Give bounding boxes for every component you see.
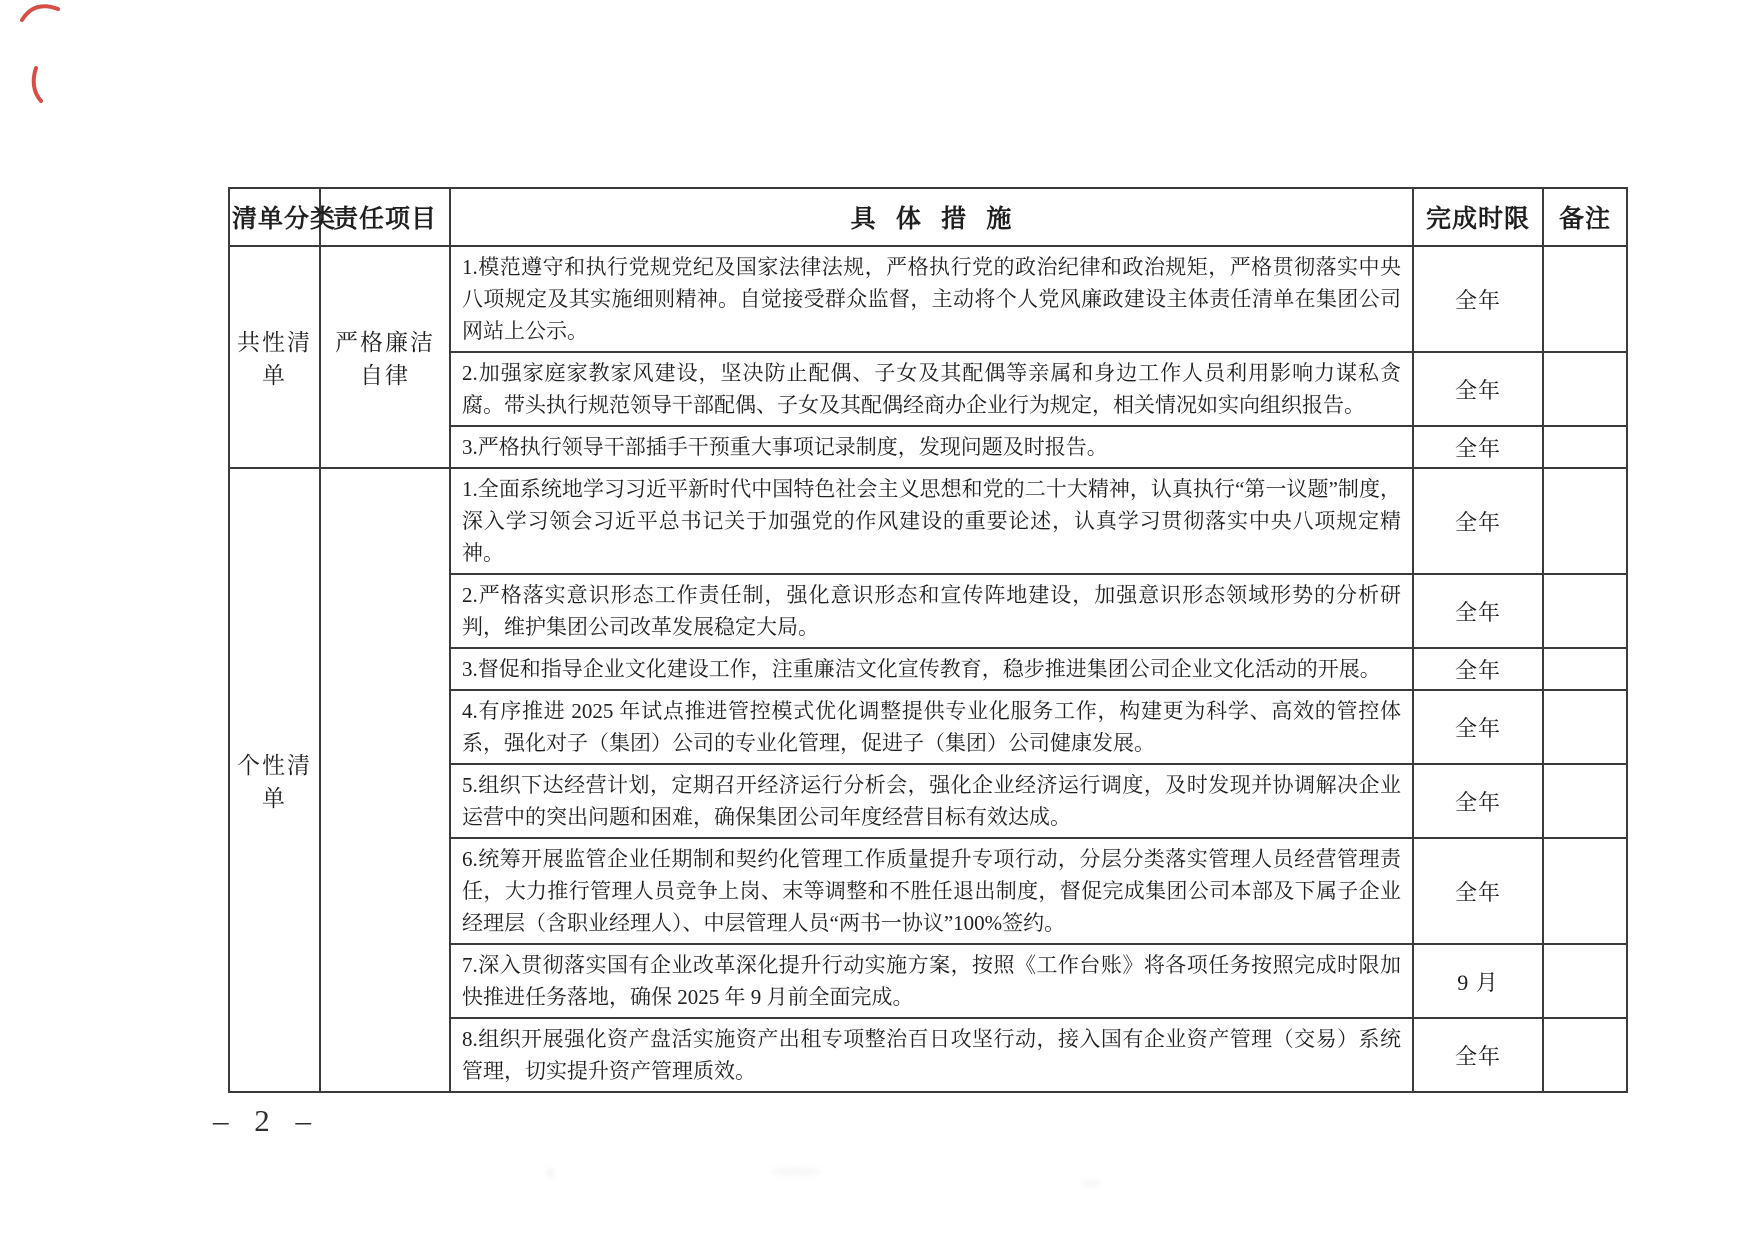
table-header-row: [229, 188, 1627, 246]
remark-cell: [1543, 468, 1627, 574]
remark-cell: [1543, 574, 1627, 648]
remark-cell: [1543, 690, 1627, 764]
page-number: – 2 –: [213, 1103, 320, 1138]
table-row: [229, 246, 1627, 352]
responsibility-list-table: [228, 187, 1628, 1093]
deadline-cell: 全年: [1413, 764, 1543, 838]
measure-cell: 6.统筹开展监管企业任期制和契约化管理工作质量提升专项行动，分层分类落实管理人员经营管理责任，大力推行管理人员竞争上岗、末等调整和不胜任退出制度，督促完成集团公司本部及下属子企业经理层（含职业经理人）、中层管理人员“两书一协议”100%签约。: [450, 838, 1413, 944]
remark-cell: [1543, 648, 1627, 690]
remark-cell: [1543, 764, 1627, 838]
table-header-remark: 备注: [1543, 188, 1627, 246]
remark-cell: [1543, 944, 1627, 1018]
measure-cell: 1.模范遵守和执行党规党纪及国家法律法规，严格执行党的政治纪律和政治规矩，严格贯彻落实中央八项规定及其实施细则精神。自觉接受群众监督，主动将个人党风廉政建设主体责任清单在集团公司网站上公示。: [450, 246, 1413, 352]
scan-smudge: [548, 1168, 553, 1178]
measure-cell: 3.督促和指导企业文化建设工作，注重廉洁文化宣传教育，稳步推进集团公司企业文化活动的开展。: [450, 648, 1413, 690]
measure-cell: 7.深入贯彻落实国有企业改革深化提升行动实施方案，按照《工作台账》将各项任务按照完成时限加快推进任务落地，确保 2025 年 9 月前全面完成。: [450, 944, 1413, 1018]
deadline-cell: 全年: [1413, 352, 1543, 426]
category-cell: 个性清单: [229, 468, 320, 1092]
table-row: [229, 468, 1627, 574]
table-header-category: 清单分类: [229, 188, 320, 246]
measure-cell: 4.有序推进 2025 年试点推进管控模式优化调整提供专业化服务工作，构建更为科学、高效的管控体系，强化对子（集团）公司的专业化管理，促进子（集团）公司健康发展。: [450, 690, 1413, 764]
measure-cell: 3.严格执行领导干部插手干预重大事项记录制度，发现问题及时报告。: [450, 426, 1413, 468]
scan-smudge: [1080, 1180, 1102, 1186]
measure-cell: 2.加强家庭家教家风建设，坚决防止配偶、子女及其配偶等亲属和身边工作人员利用影响力谋私贪腐。带头执行规范领导干部配偶、子女及其配偶经商办企业行为规定，相关情况如实向组织报告。: [450, 352, 1413, 426]
deadline-cell: 全年: [1413, 574, 1543, 648]
duty-cell: 严格廉洁自律: [320, 246, 450, 468]
deadline-cell: 全年: [1413, 1018, 1543, 1092]
scan-smudge: [770, 1168, 822, 1175]
remark-cell: [1543, 246, 1627, 352]
duty-cell: [320, 468, 450, 1092]
remark-cell: [1543, 1018, 1627, 1092]
measure-cell: 8.组织开展强化资产盘活实施资产出租专项整治百日攻坚行动，接入国有企业资产管理（交易）系统管理，切实提升资产管理质效。: [450, 1018, 1413, 1092]
measure-cell: 5.组织下达经营计划，定期召开经济运行分析会，强化企业经济运行调度，及时发现并协调解决企业运营中的突出问题和困难，确保集团公司年度经营目标有效达成。: [450, 764, 1413, 838]
remark-cell: [1543, 426, 1627, 468]
category-cell: 共性清单: [229, 246, 320, 468]
remark-cell: [1543, 838, 1627, 944]
table-header-deadline: 完成时限: [1413, 188, 1543, 246]
remark-cell: [1543, 352, 1627, 426]
deadline-cell: 全年: [1413, 468, 1543, 574]
table-header-measures: 具 体 措 施: [450, 188, 1413, 246]
table-header-duty: 责任项目: [320, 188, 450, 246]
deadline-cell: 全年: [1413, 426, 1543, 468]
red-pen-mark-icon: [14, 0, 84, 115]
measure-cell: 2.严格落实意识形态工作责任制，强化意识形态和宣传阵地建设，加强意识形态领域形势的分析研判，维护集团公司改革发展稳定大局。: [450, 574, 1413, 648]
measure-cell: 1.全面系统地学习习近平新时代中国特色社会主义思想和党的二十大精神，认真执行“第一议题”制度，深入学习领会习近平总书记关于加强党的作风建设的重要论述，认真学习贯彻落实中央八项规定精神。: [450, 468, 1413, 574]
deadline-cell: 全年: [1413, 246, 1543, 352]
deadline-cell: 全年: [1413, 648, 1543, 690]
deadline-cell: 全年: [1413, 838, 1543, 944]
deadline-cell: 全年: [1413, 690, 1543, 764]
deadline-cell: 9 月: [1413, 944, 1543, 1018]
